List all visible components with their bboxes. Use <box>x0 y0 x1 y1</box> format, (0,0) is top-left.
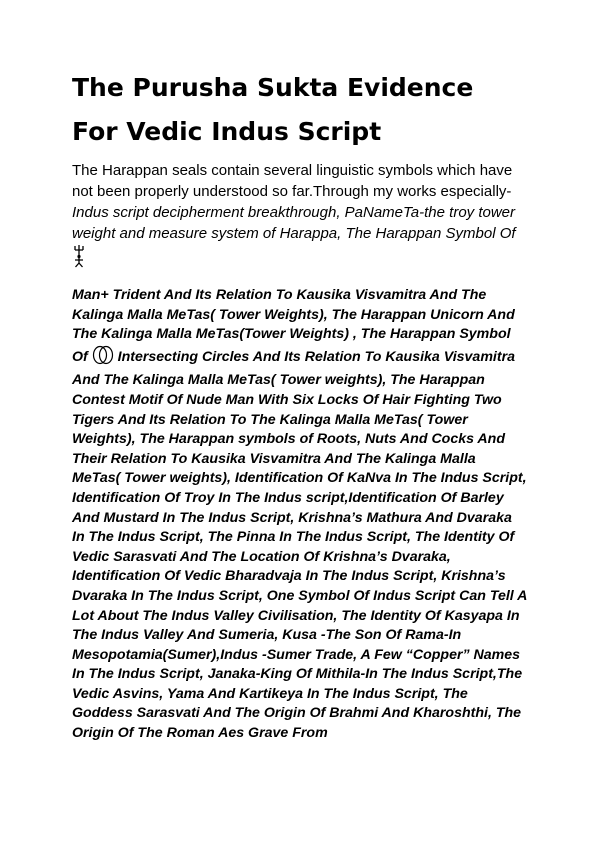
title-line-2: For Vedic Indus Script <box>72 117 382 146</box>
intro-plain-text: The Harappan seals contain several linguistic symbols which have not been properly understood so far.Through my works especially- <box>72 162 513 200</box>
title-line-1: The Purusha Sukta Evidence <box>72 73 474 102</box>
intersecting-circles-icon <box>92 345 114 372</box>
intro-italic-text: Indus script decipherment breakthrough, PaNameTa-the troy tower weight and measure system of Harappa, The Harappan Symbol Of <box>72 204 516 242</box>
works-list-part-1: Man+ Trident And Its Relation To Kausika Visvamitra And The Kalinga Malla MeTas( Tower Weights), The Harappan Unicorn And The Kalinga Malla MeTas(Tower Weights) , The Harappan Symbol Of <box>72 287 515 365</box>
works-list-part-2: Intersecting Circles And Its Relation To Kausika Visvamitra And The Kalinga Malla MeTas( Tower weights), The Harappan Contest Motif Of Nude Man With Six Locks Of Hair Fighting Two Tigers And Its Relation To The Kalinga Malla MeTas( Tower Weights), The Harappan symbols of Roots, Nuts And Cocks And Their Relation To Kausika Visvamitra And The Kalinga Malla MeTas( Tower weights), Identification Of KaNva In The Indus Script, Identification Of Troy In The Indus script,Identification Of Barley And Mustard In The Indus Script, Krishna’s Mathura And Dvaraka In The Indus Script, The Pinna In The Indus Script, The Identity Of Vedic Sarasvati And The Location Of Krishna’s Dvaraka, Identification Of Vedic Bharadvaja In The Indus Script, Krishna’s Dvaraka In The Indus Script, One Symbol Of Indus Script Can Tell A Lot About The Indus Valley Civilisation, The Identity Of Kasyapa In The Indus Valley And Sumeria, Kusa -The Son Of Rama-In Mesopotamia(Sumer),Indus -Sumer Trade, A Few “Copper” Names In The Indus Script, Janaka-King Of Mithila-In The Indus Script,The Vedic Asvins, Yama And Kartikeya In The Indus Script, The Goddess Sarasvati And The Origin Of Brahmi And Kharoshthi, The Origin Of The Roman Aes Grave From <box>72 348 527 742</box>
man-trident-symbol-icon <box>72 244 86 274</box>
document-title <box>72 66 532 154</box>
works-list-paragraph <box>72 286 527 744</box>
intro-paragraph <box>72 160 524 274</box>
